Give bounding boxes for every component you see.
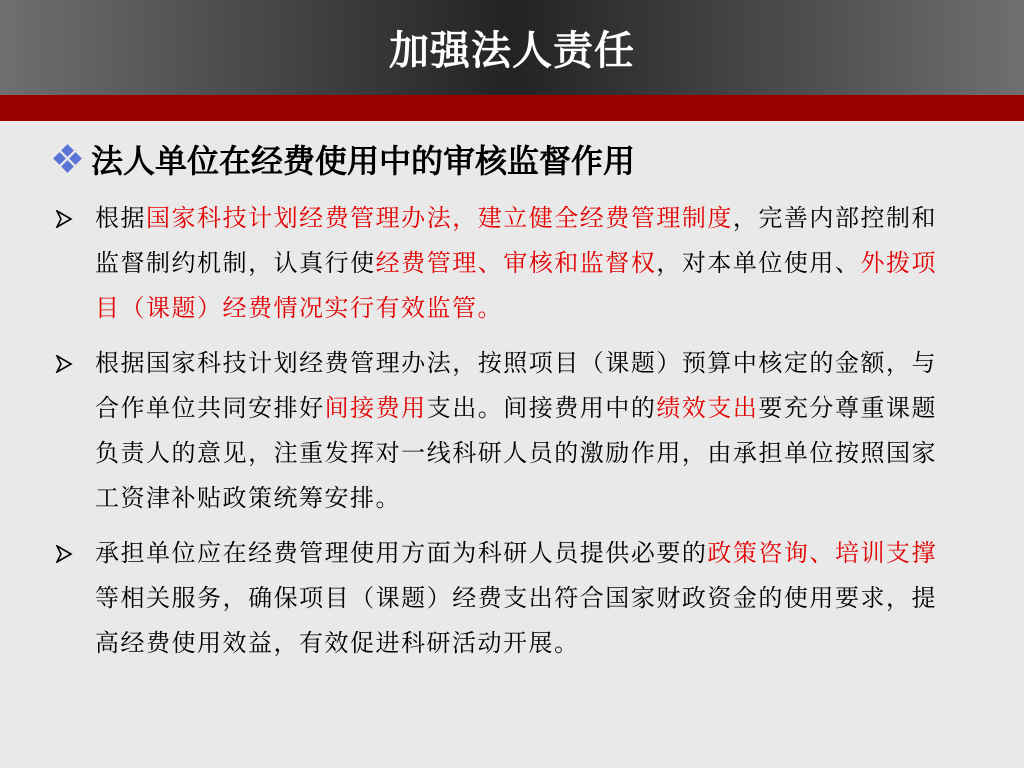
bullet-item-1 [55, 196, 937, 331]
bullet-text: ，完善内部控制和监督制约机制，认真行使 [95, 204, 937, 277]
bullet-text: 要充分尊重课题负责人的意见，注重发挥对一线科研人员的激励作用，由承担单位按照国家工资津补贴政策统筹安排。 [95, 394, 937, 512]
highlight-text: 政策咨询、培训支撑 [707, 539, 937, 567]
slide-body [55, 132, 955, 666]
title-bar [0, 0, 1024, 95]
bullet-text: 根据国家科技计划经费管理办法，按照项目（课题）预算中核定的金额，与合作单位共同安排好 [95, 349, 937, 422]
highlight-text: 间接费用 [324, 394, 427, 422]
arrow-right-icon [55, 355, 73, 373]
bullet-text: 支出。间接费用中的 [426, 394, 657, 422]
highlight-text: 绩效支出 [656, 394, 759, 422]
arrow-right-icon [55, 545, 73, 563]
highlight-text: 国家科技计划经费管理办法，建立健全经费管理制度 [146, 204, 733, 232]
section-heading-text: 法人单位在经费使用中的审核监督作用 [91, 142, 636, 180]
bullet-text: 根据 [95, 204, 147, 232]
bullet-item-3 [55, 531, 937, 666]
highlight-text: 经费管理、审核和监督权 [375, 249, 657, 277]
slide-title: 加强法人责任 [389, 28, 635, 74]
four-diamond-icon [55, 146, 81, 172]
arrow-right-icon [55, 210, 73, 228]
section-heading [55, 132, 955, 186]
red-divider-band [0, 95, 1024, 121]
bullet-text: ，对本单位使用、 [656, 249, 861, 277]
bullet-item-2 [55, 341, 937, 521]
bullet-text: 承担单位应在经费管理使用方面为科研人员提供必要的 [95, 539, 708, 567]
highlight-text: 外拨项目（课题）经费情况实行有效监管。 [95, 249, 937, 322]
bullet-text: 等相关服务，确保项目（课题）经费支出符合国家财政资金的使用要求，提高经费使用效益，有效促进科研活动开展。 [95, 584, 937, 657]
